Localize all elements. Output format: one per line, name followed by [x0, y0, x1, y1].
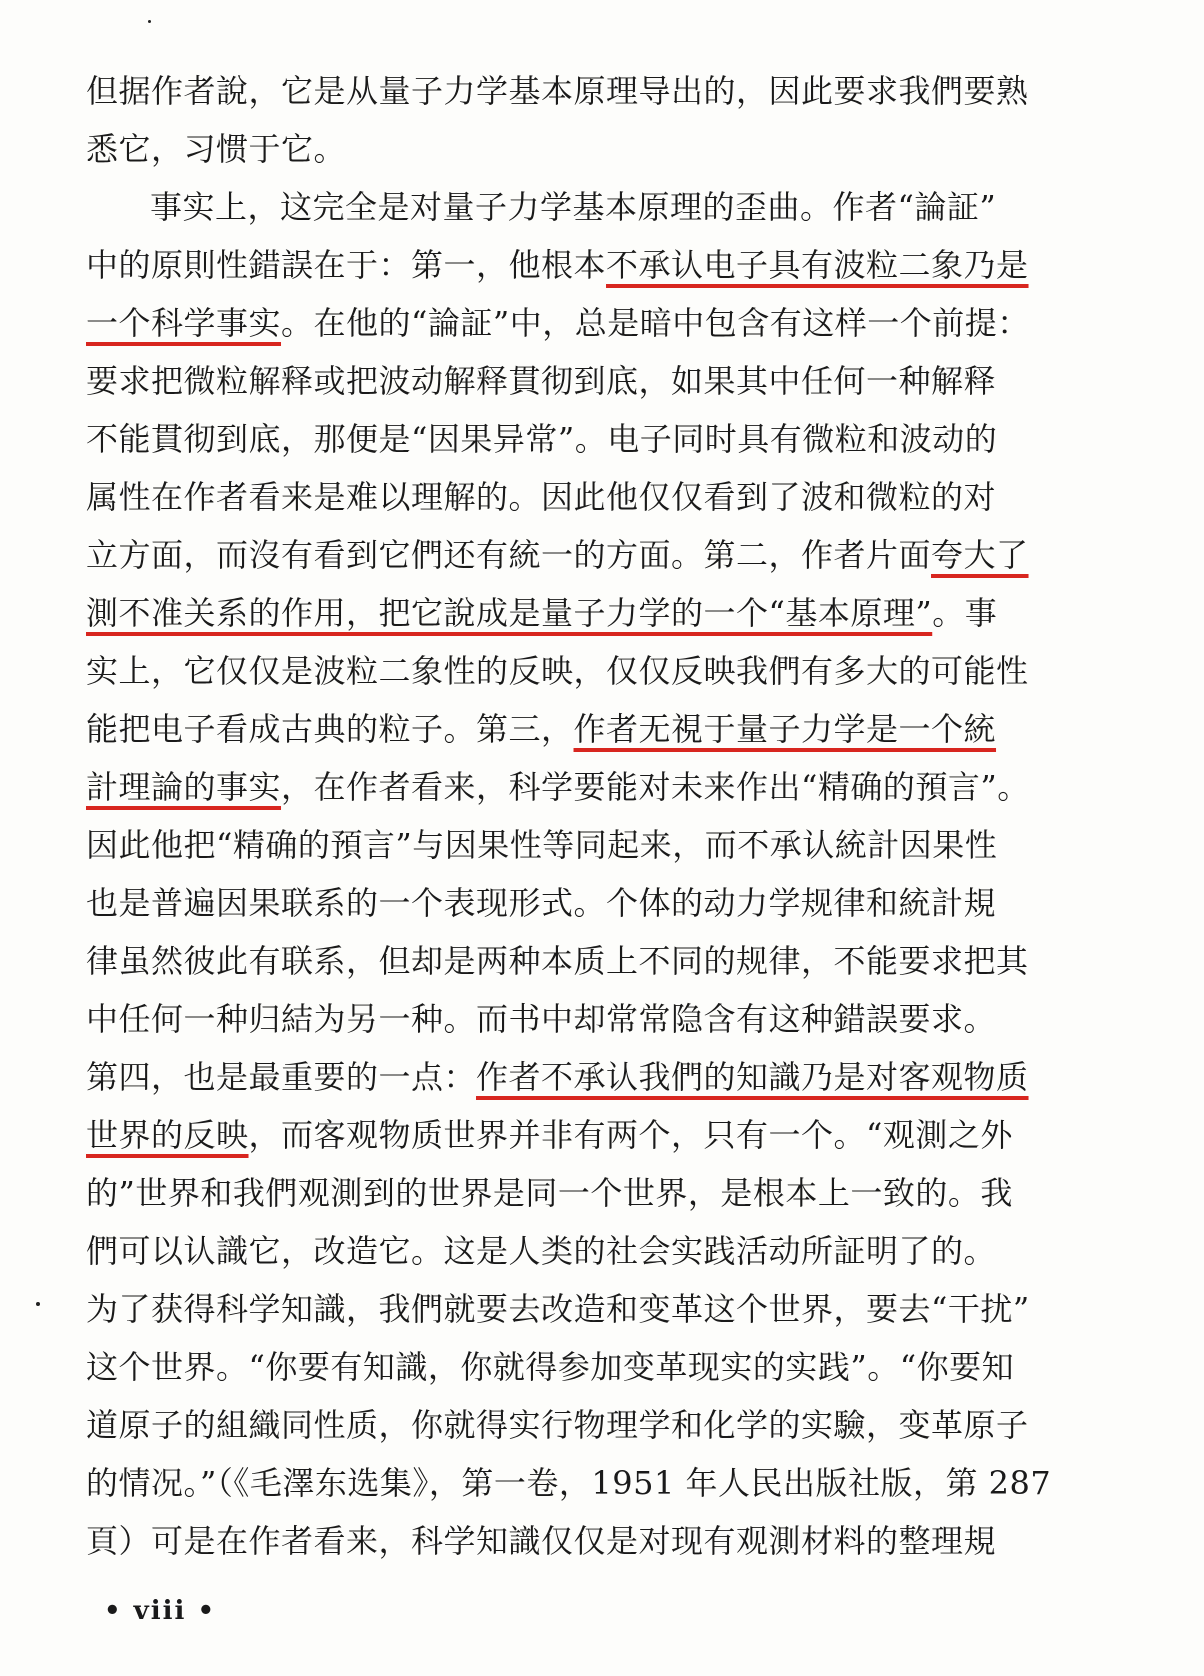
- text-line: 的情况。”（《毛澤东选集》，第一卷，1951 年人民出版社版，第 287: [86, 1464, 1052, 1502]
- body-text: [86, 62, 1126, 1570]
- text-line: 要求把微粒解释或把波动解释貫彻到底，如果其中任何一种解释: [86, 362, 997, 400]
- red-underline-4-cont: 世界的反映: [86, 1116, 249, 1154]
- scan-speck: [148, 20, 151, 23]
- text-line: 律虽然彼此有联系，但却是两种本质上不同的规律，不能要求把其: [86, 942, 1029, 980]
- red-underline-3: 作者无視于量子力学是一个統: [573, 710, 997, 748]
- red-underline-2-cont: 測不准关系的作用，把它說成是量子力学的一个“基本原理”: [86, 594, 933, 632]
- text-line: 中任何一种归結为另一种。而书中却常常隐含有这种錯誤要求。: [86, 1000, 997, 1038]
- text-line: 属性在作者看来是难以理解的。因此他仅仅看到了波和微粒的对: [86, 478, 997, 516]
- text-line: 实上，它仅仅是波粒二象性的反映，仅仅反映我們有多大的可能性: [86, 652, 1029, 690]
- red-underline-2: 夸大了: [931, 536, 1029, 574]
- red-underline-4: 作者不承认我們的知識乃是对客观物质: [476, 1058, 1029, 1096]
- text-line: 也是普遍因果联系的一个表现形式。个体的动力学规律和統計規: [86, 884, 997, 922]
- text-line: 世界的反映，而客观物质世界并非有两个，只有一个。“观測之外: [86, 1116, 1013, 1154]
- text-line: 立方面，而沒有看到它們还有統一的方面。第二，作者片面夸大了: [86, 536, 1029, 574]
- red-underline-1: 不承认电子具有波粒二象乃是: [606, 246, 1029, 284]
- text-line: 測不准关系的作用，把它說成是量子力学的一个“基本原理”。事: [86, 594, 998, 632]
- text-line: 中的原則性錯誤在于：第一，他根本不承认电子具有波粒二象乃是: [86, 246, 1029, 284]
- text-line: 能把电子看成古典的粒子。第三，作者无視于量子力学是一个統: [86, 710, 997, 748]
- text-line: 为了获得科学知識，我們就要去改造和变革这个世界，要去“干扰”: [86, 1290, 1030, 1328]
- text-line: 但据作者說，它是从量子力学基本原理导出的，因此要求我們要熟: [86, 72, 1029, 110]
- text-line: 頁）可是在作者看来，科学知識仅仅是对现有观測材料的整理規: [86, 1522, 997, 1560]
- text-line: 一个科学事实。在他的“論証”中，总是暗中包含有这样一个前提：: [86, 304, 1030, 342]
- text-line: 們可以认識它，改造它。这是人类的社会实践活动所証明了的。: [86, 1232, 997, 1270]
- text-line: 計理論的事实，在作者看来，科学要能对未来作出“精确的預言”。: [86, 768, 1030, 806]
- text-line: 的”世界和我們观測到的世界是同一个世界，是根本上一致的。我: [86, 1174, 1013, 1212]
- text-line: 道原子的組織同性质，你就得实行物理学和化学的实驗，变革原子: [86, 1406, 1029, 1444]
- scan-speck: [36, 1302, 40, 1306]
- text-line: 第四，也是最重要的一点：作者不承认我們的知識乃是对客观物质: [86, 1058, 1029, 1096]
- text-line: 因此他把“精确的預言”与因果性等同起来，而不承认統計因果性: [86, 826, 998, 864]
- text-line: 这个世界。“你要有知識，你就得参加变革现实的实践”。“你要知: [86, 1348, 1015, 1386]
- page-number: • viii •: [104, 1596, 217, 1626]
- red-underline-3-cont: 計理論的事实: [86, 768, 282, 806]
- text-line: 不能貫彻到底，那便是“因果异常”。电子同时具有微粒和波动的: [86, 420, 998, 458]
- paragraph-start: 事实上，这完全是对量子力学基本原理的歪曲。作者“論証”: [150, 188, 997, 226]
- red-underline-1-cont: 一个科学事实: [86, 304, 282, 342]
- text-line: 悉它，习惯于它。: [86, 130, 347, 168]
